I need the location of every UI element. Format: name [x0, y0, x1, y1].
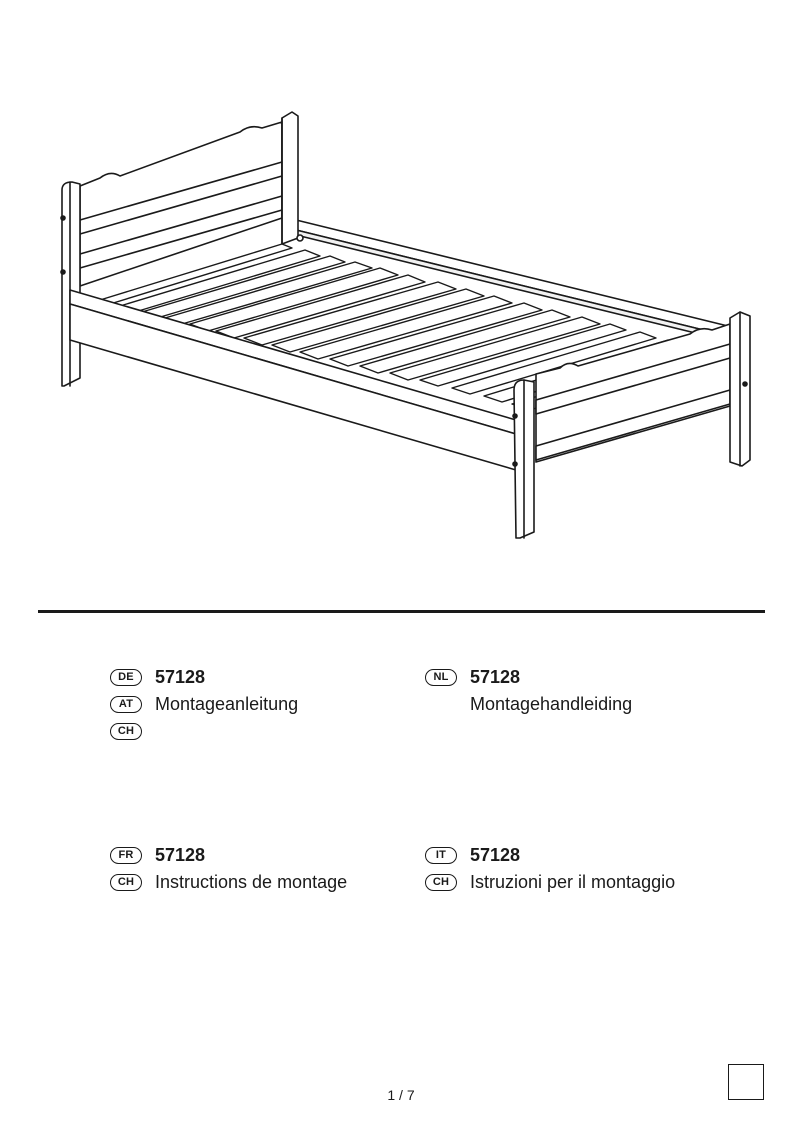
- country-badge-ch: CH: [110, 723, 142, 740]
- section-dutch: [425, 664, 755, 718]
- product-number: 57128: [155, 667, 206, 687]
- section-german: [110, 664, 440, 745]
- section-french: [110, 842, 440, 896]
- lang-row: [425, 842, 755, 869]
- page-number: 1 / 7: [387, 1087, 415, 1103]
- section-italian: [425, 842, 755, 896]
- country-badge-de: DE: [110, 669, 142, 686]
- corner-marker-box: [728, 1064, 764, 1100]
- country-badge-nl: NL: [425, 669, 457, 686]
- country-badge-ch: CH: [425, 874, 457, 891]
- product-number: 57128: [155, 845, 206, 865]
- lang-row: [425, 691, 755, 718]
- country-badge-at: AT: [110, 696, 142, 713]
- country-badge-ch: CH: [110, 874, 142, 891]
- lang-row: [110, 664, 440, 691]
- country-badge-it: IT: [425, 847, 457, 864]
- product-number: 57128: [470, 667, 521, 687]
- lang-row: [425, 664, 755, 691]
- lang-row: [425, 869, 755, 896]
- product-number: 57128: [470, 845, 521, 865]
- bed-frame-illustration: [0, 0, 802, 560]
- lang-row: [110, 691, 440, 718]
- lang-row: [110, 842, 440, 869]
- country-badge-fr: FR: [110, 847, 142, 864]
- document-title: Istruzioni per il montaggio: [470, 872, 676, 892]
- document-title: Instructions de montage: [155, 872, 348, 892]
- document-title: Montagehandleiding: [470, 694, 633, 714]
- section-divider: [38, 610, 765, 613]
- document-title: Montageanleitung: [155, 694, 299, 714]
- lang-row: [110, 869, 440, 896]
- lang-row: [110, 718, 440, 745]
